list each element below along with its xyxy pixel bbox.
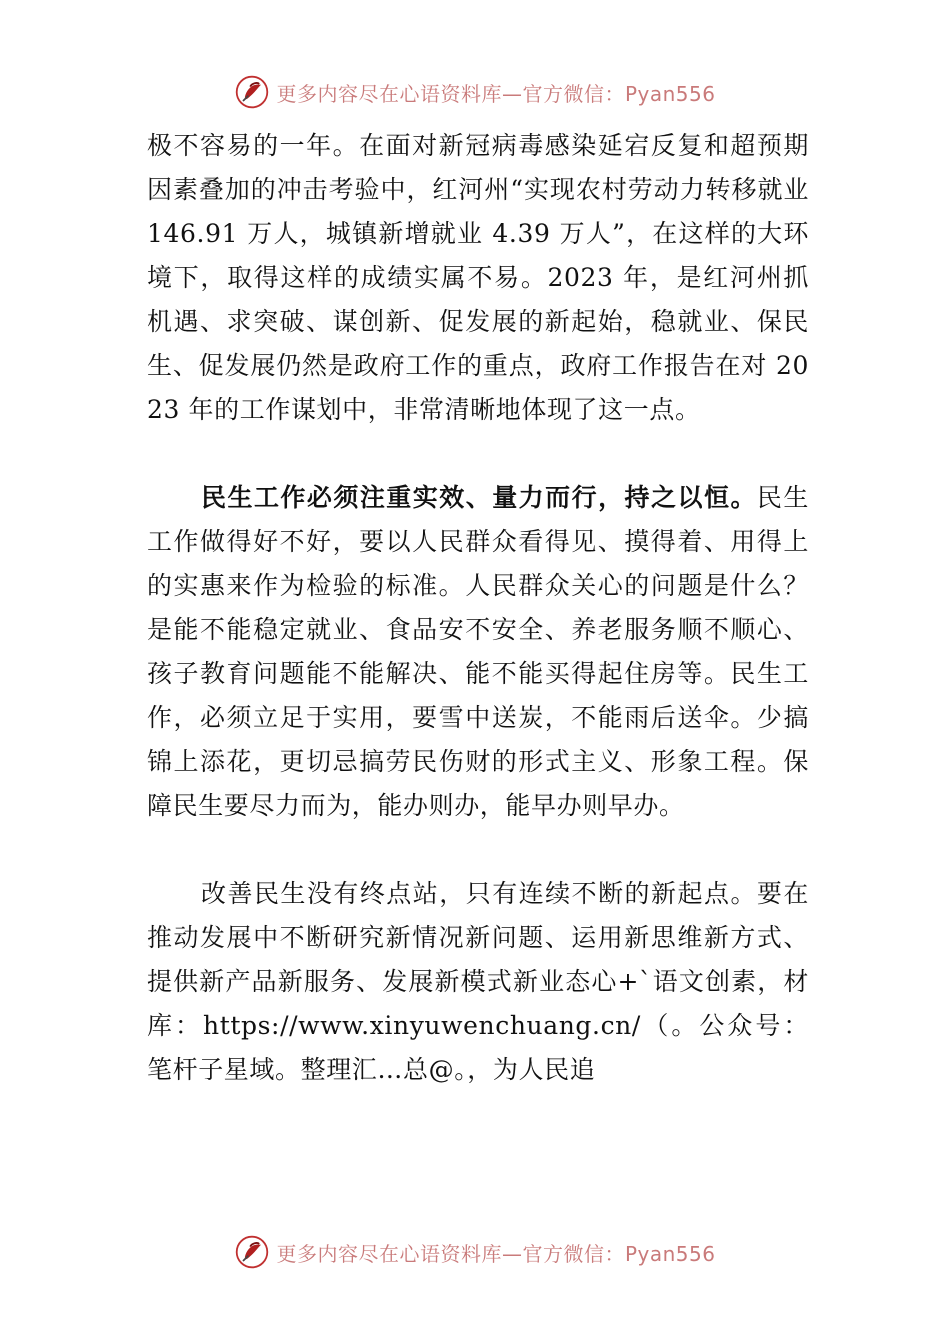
footer-watermark [0,1230,950,1274]
paragraph-3: 改善民生没有终点站，只有连续不断的新起点。要在推动发展中不断研究新情况新问题、运用新思维新方式、提供新产品新服务、发展新模式新业态心+`语文创素，材库：https://www.xinyuwenchuang.cn/（。公众号：笔杆子星域。整理汇…总@。，为人民追 [147,879,809,1084]
header-watermark-text: 更多内容尽在心语资料库—官方微信：Pyan556 [276,81,716,106]
document-body [147,124,809,1092]
paragraph-1: 极不容易的一年。在面对新冠病毒感染延宕反复和超预期因素叠加的冲击考验中，红河州“实现农村劳动力转移就业 146.91 万人，城镇新增就业 4.39 万人”，在这样的大环境下，取得这样的成绩实属不易。2023 年，是红河州抓机遇、求突破、谋创新、促发展的新起始，稳就业、保民生、促发展仍然是政府工作的重点，政府工作报告在对 2023 年的工作谋划中，非常清晰地体现了这一点。 [147,131,809,424]
paragraph-2-body: 民生工作做得好不好，要以人民群众看得见、摸得着、用得上的实惠来作为检验的标准。人民群众关心的问题是什么？是能不能稳定就业、食品安不安全、养老服务顺不顺心、孩子教育问题能不能解决、能不能买得起住房等。民生工作，必须立足于实用，要雪中送炭，不能雨后送伞。少搞锦上添花，更切忌搞劳民伤财的形式主义、形象工程。保障民生要尽力而为，能办则办，能早办则早办。 [147,483,809,820]
footer-watermark-text: 更多内容尽在心语资料库—官方微信：Pyan556 [276,1241,716,1266]
paragraph-2-lead: 民生工作必须注重实效、量力而行，持之以恒。 [201,483,757,512]
rose-logo-icon [234,74,270,110]
rose-logo-icon [234,1234,270,1270]
paragraph-2 [147,476,809,828]
header-watermark [0,70,950,114]
